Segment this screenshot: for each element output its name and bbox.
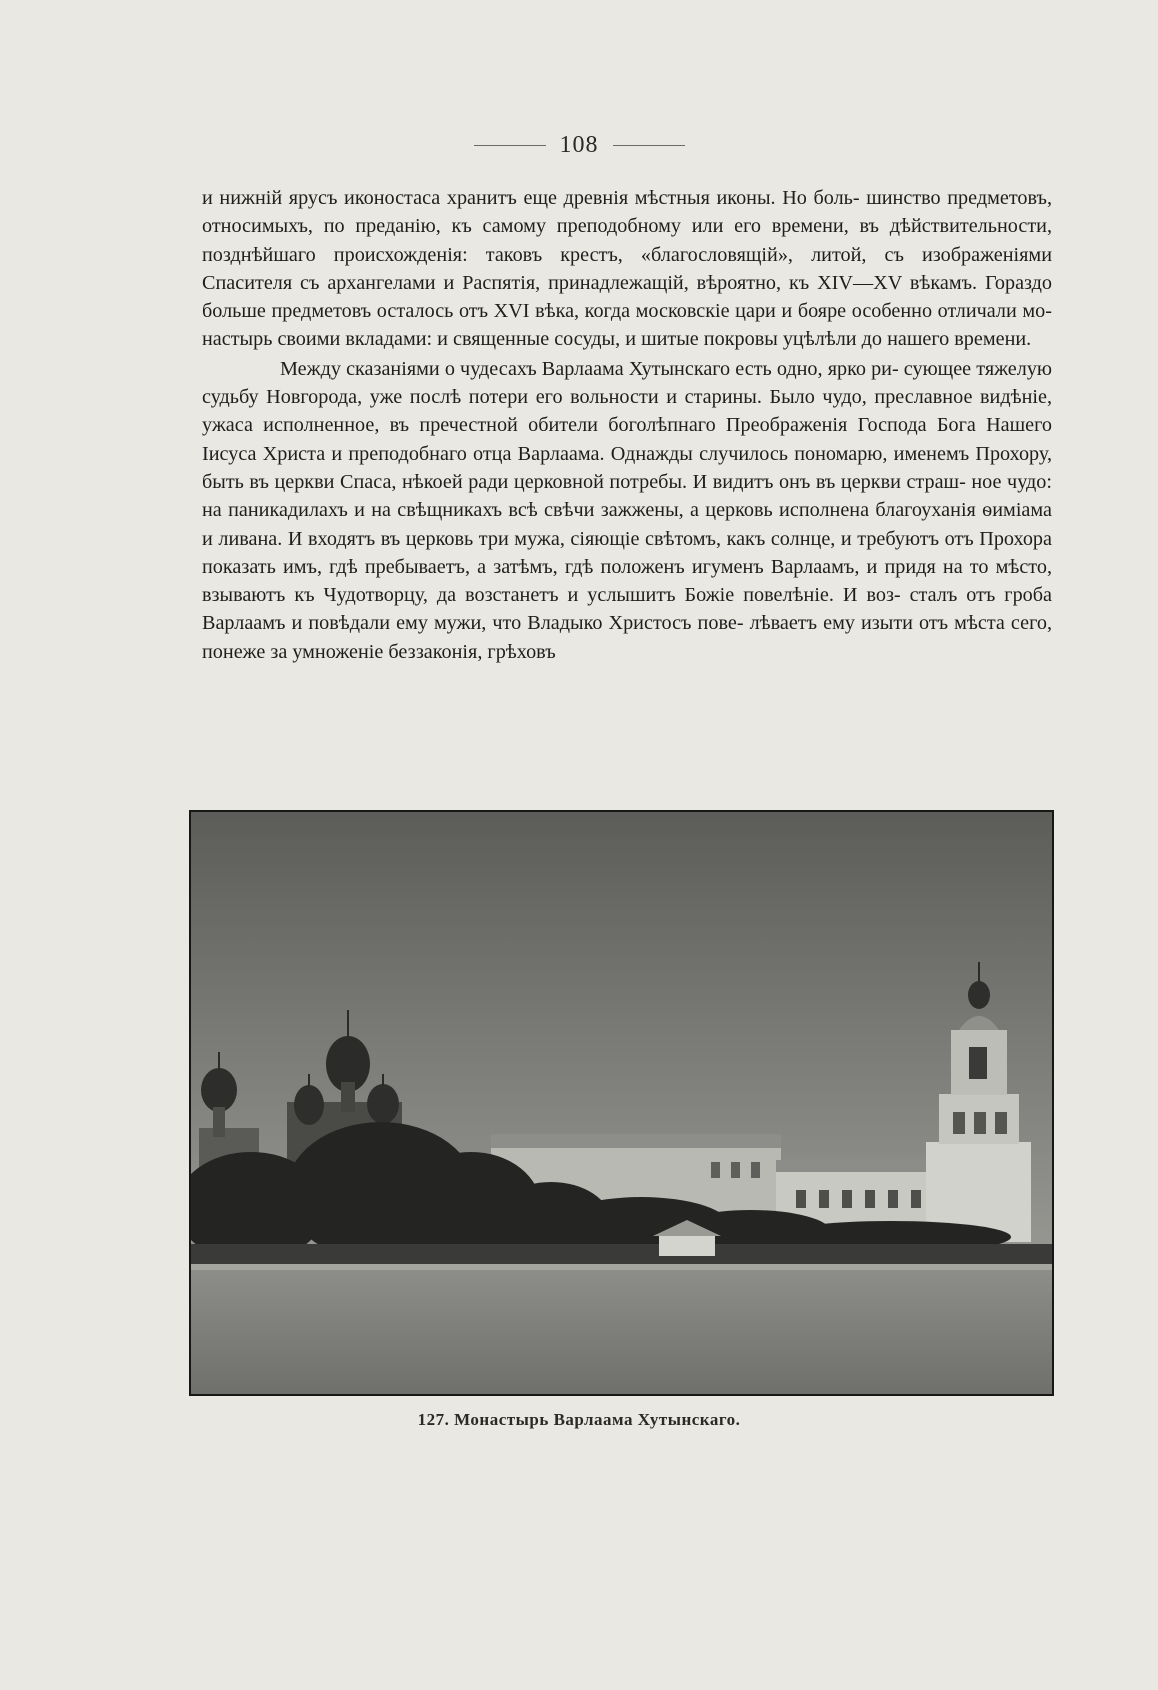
page-number: 108 (559, 132, 599, 158)
monastery-photograph (189, 810, 1054, 1396)
paragraph-2: Между сказаніями о чудесахъ Варлаама Хутынскаго есть одно, ярко ри- сующее тяжелую судьбу Новгорода, уже послѣ потери его вольности и старины. Было чудо, преславное видѣніе, ужаса исполненное, въ пречестной обители боголѣпнаго Преображенія Господа Бога Нашего Іисуса Христа и преподобнаго отца Варлаама. Однажды случилось пономарю, именемъ Прохору, быть въ церкви Спаса, нѣкоей ради церковной потребы. И видитъ онъ въ церкви страш- ное чудо: на паникадилахъ и на свѣщникахъ всѣ свѣчи зажжены, а церковь исполнена благоуханія ѳиміама и ливана. И входятъ въ церковь три мужа, сіяющіе свѣтомъ, какъ солнце, и требуютъ отъ Прохора показать имъ, гдѣ пребываетъ, а затѣмъ, гдѣ положенъ игуменъ Варлаамъ, и придя на то мѣсто, взываютъ къ Чудотворцу, да возстанетъ и услышитъ Божіе повелѣніе. И воз- сталъ отъ гроба Варлаамъ и повѣдали ему мужи, что Владыко Христосъ пове- лѣваетъ ему изыти отъ мѣста сего, понеже за умноженіе беззаконія, грѣховъ (202, 357, 1052, 663)
header-rule-right (613, 145, 685, 146)
paragraph-1: и нижній ярусъ иконостаса хранитъ еще древнія мѣстныя иконы. Но боль- шинство предметовъ, относимыхъ, по преданію, къ самому преподобному или его времени, въ дѣйствительности, позднѣйшаго происхожденія: таковъ крестъ, «благословящій», литой, съ изображеніями Спасителя съ архангелами и Распятія, принадлежащій, вѣроятно, къ XIV—XV вѣкамъ. Гораздо больше предметовъ осталось отъ XVI вѣка, когда московскіе цари и бояре особенно отличали мо- настырь своими вкладами: и священные сосуды, и шитые покровы уцѣлѣли до нашего времени. (202, 187, 1052, 351)
header-rule-left (474, 145, 546, 146)
body-text (202, 184, 1052, 666)
figure-caption: 127. Монастырь Варлаама Хутынскаго. (417, 1410, 741, 1429)
page-header (0, 132, 1158, 159)
